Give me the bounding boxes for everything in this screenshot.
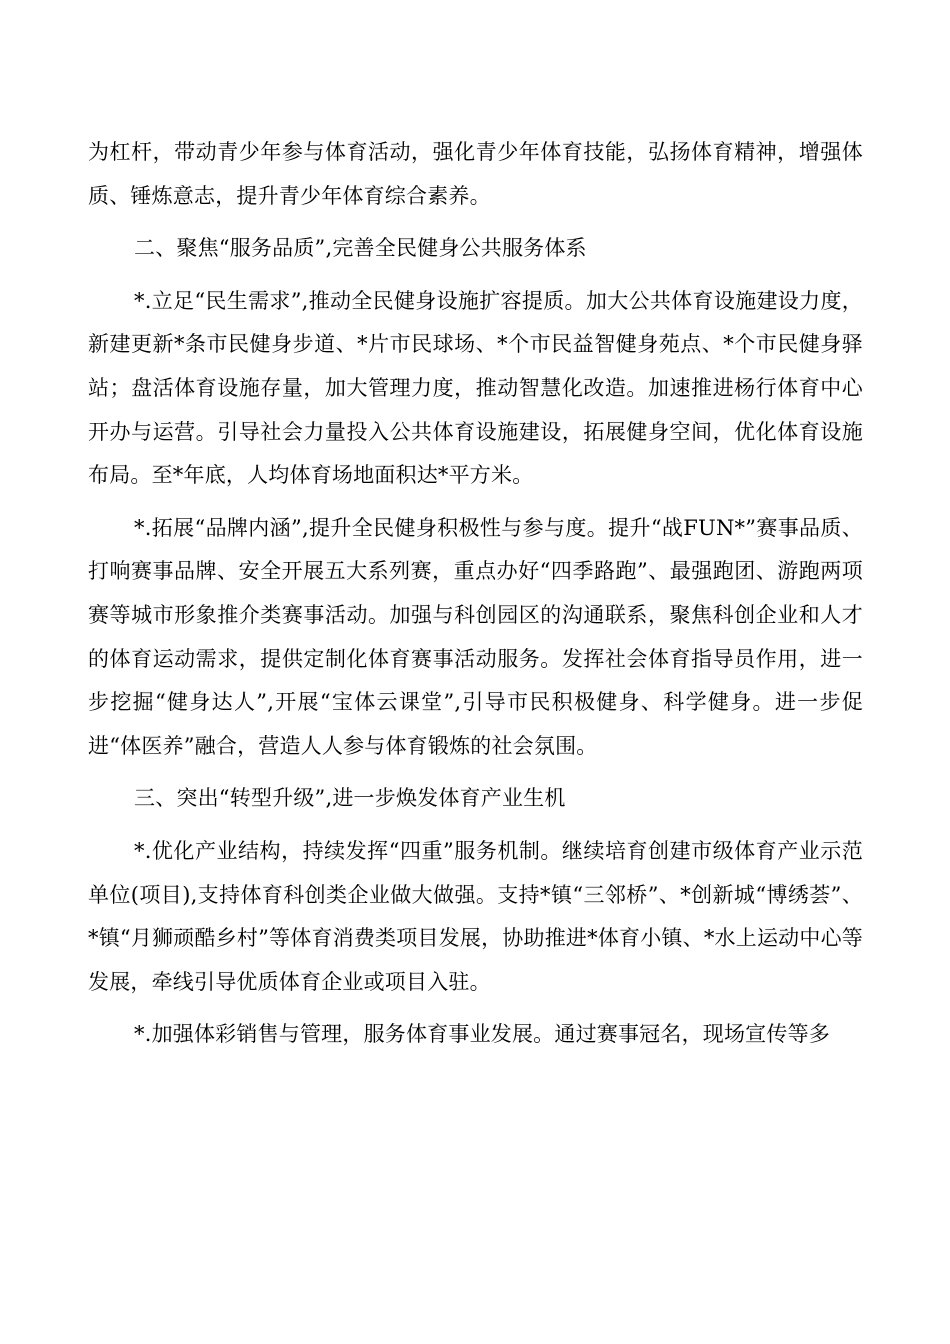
paragraph-brand: *.拓展“品牌内涵”,提升全民健身积极性与参与度。提升“战FUN*”赛事品质、打响赛事品牌、安全开展五大系列赛，重点办好“四季路跑”、最强跑团、游跑两项赛等城市形象推介类赛事活动。加强与科创园区的沟通联系，聚焦科创企业和人才的体育运动需求，提供定制化体育赛事活动服务。发挥社会体育指导员作用，进一步挖掘“健身达人”,开展“宝体云课堂”,引导市民积极健身、科学健身。进一步促进“体医养”融合，营造人人参与体育锻炼的社会氛围。 [88, 515, 863, 758]
paragraph-gap [88, 498, 863, 507]
paragraph-gap [88, 1004, 863, 1013]
paragraph-lottery: *.加强体彩销售与管理，服务体育事业发展。通过赛事冠名，现场宣传等多 [134, 1022, 830, 1047]
paragraph-gap [88, 218, 863, 227]
section-heading-3: 三、突出“转型升级”,进一步焕发体育产业生机 [134, 786, 566, 811]
paragraph-industry: *.优化产业结构，持续发挥“四重”服务机制。继续培育创建市级体育产业示范单位(项目),支持体育科创类企业做大做强。支持*镇“三邻桥”、*创新城“博绣荟”、*镇“月狮顽酷乡村”等体育消费类项目发展，协助推进*体育小镇、*水上运动中心等发展，牵线引导优质体育企业或项目入驻。 [88, 838, 863, 994]
section-heading-2: 二、聚焦“服务品质”,完善全民健身公共服务体系 [134, 236, 587, 261]
paragraph-gap [88, 271, 863, 280]
paragraph-gap [88, 821, 863, 830]
paragraph-facilities: *.立足“民生需求”,推动全民健身设施扩容提质。加大公共体育设施建设力度，新建更新*条市民健身步道、*片市民球场、*个市民益智健身苑点、*个市民健身驿站；盘活体育设施存量，加大管理力度，推动智慧化改造。加速推进杨行体育中心开办与运营。引导社会力量投入公共体育设施建设，拓展健身空间，优化体育设施布局。至*年底，人均体育场地面积达*平方米。 [88, 288, 863, 488]
document-page [88, 131, 863, 1057]
paragraph-gap [88, 768, 863, 777]
paragraph-continuation: 为杠杆，带动青少年参与体育活动，强化青少年体育技能，弘扬体育精神，增强体质、锤炼意志，提升青少年体育综合素养。 [88, 140, 863, 208]
